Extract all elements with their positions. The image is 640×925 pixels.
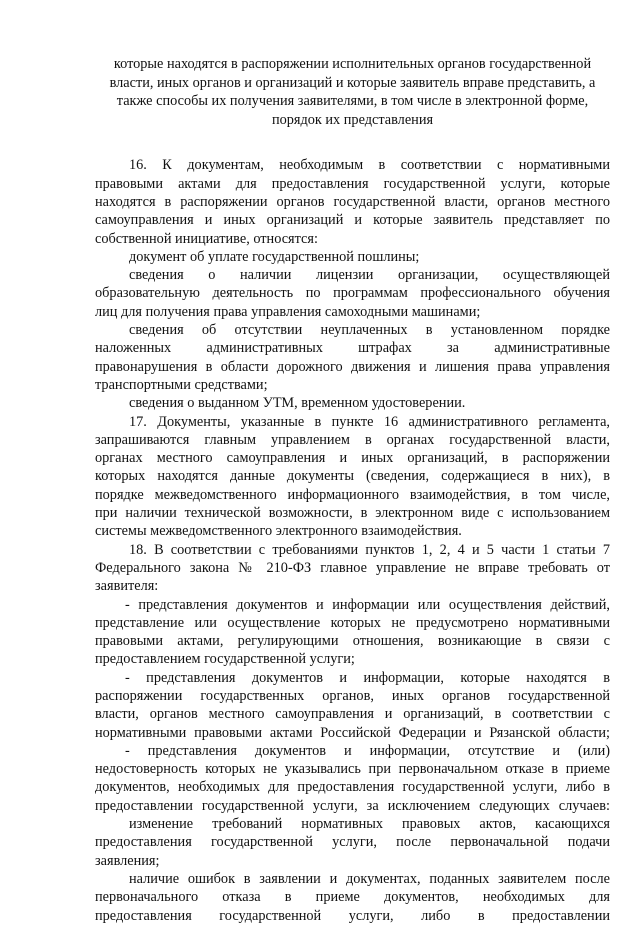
text-line: недостоверность которых не указывались при первоначальном отказе в приеме (95, 761, 610, 778)
text-line: запрашиваются главным управлением в органах государственной власти, (95, 431, 610, 448)
text-line: нормативными правовыми актами Российской Федерации и Рязанской области; (95, 724, 610, 741)
text-line: 18. В соответствии с требованиями пунктов 1, 2, 4 и 5 части 1 статьи 7 (129, 541, 610, 558)
text-line: предоставления государственной услуги, после первоначальной подачи (95, 834, 610, 851)
text-line: документов, необходимых для предоставления государственной услуги, либо в (95, 779, 610, 796)
text-line: правонарушения в области дорожного движения и лишения права управления (95, 358, 610, 375)
text-line: 17. Документы, указанные в пункте 16 административного регламента, (129, 413, 610, 430)
text-line: правовыми актами для предоставления государственной услуги, которые (95, 175, 610, 192)
text-line: заявления; (95, 852, 160, 869)
text-line: находятся в распоряжении органов государственной власти, органов местного (95, 193, 610, 210)
text-line: системы межведомственного электронного взаимодействия. (95, 523, 462, 540)
text-line: представление или осуществление которых не предусмотрено нормативными (95, 614, 610, 631)
text-line: изменение требований нормативных правовых актов, касающихся (129, 816, 610, 833)
text-line: - представления документов и информации или осуществления действий, (125, 596, 610, 613)
heading-line: также способы их получения заявителями, в том числе в электронной форме, (116, 93, 589, 110)
text-line: 16. К документам, необходимым в соответствии с нормативными (129, 157, 610, 174)
heading-line: власти, иных органов и организаций и которые заявитель вправе представить, а (109, 74, 596, 91)
text-line: Федерального закона № 210-ФЗ главное управление не вправе требовать от (95, 559, 610, 576)
text-line: сведения о наличии лицензии организации, осуществляющей (129, 267, 610, 284)
text-line: которых находятся данные документы (сведения, содержащиеся в них), в (95, 468, 610, 485)
text-line: при наличии технической возможности, в электронном виде с использованием (95, 505, 610, 522)
text-line: собственной инициативе, относятся: (95, 230, 318, 247)
text-line: порядке межведомственного информационного взаимодействия, в том числе, (95, 486, 610, 503)
text-line: власти, органов местного самоуправления и организаций, в соответствии с (95, 706, 610, 723)
text-line: образовательную деятельность по программам профессионального обучения (95, 285, 610, 302)
text-line: - представления документов и информации, отсутствие и (или) (125, 742, 610, 759)
section-heading (95, 55, 610, 129)
heading-line: которые находятся в распоряжении исполнительных органов государственной (113, 56, 592, 72)
text-line: предоставления государственной услуги, либо в предоставлении (95, 907, 610, 924)
text-line: предоставлении государственной услуги, за исключением следующих случаев: (95, 797, 610, 814)
text-line: первоначального отказа в приеме документов, необходимых для (95, 889, 610, 906)
text-line: сведения о выданном УТМ, временном удостоверении. (129, 395, 466, 412)
text-line: наличие ошибок в заявлении и документах, поданных заявителем после (129, 870, 610, 887)
text-line: - представления документов и информации, которые находятся в (125, 669, 610, 686)
text-line: документ об уплате государственной пошлины; (129, 248, 420, 265)
heading-line: порядок их представления (271, 111, 434, 128)
text-line: правовыми актами, регулирующими отношения, возникающие в связи с (95, 633, 610, 650)
text-line: предоставлением государственной услуги; (95, 651, 355, 668)
text-line: органах местного самоуправления и иных организаций, в распоряжении (95, 450, 610, 467)
text-line: транспортными средствами; (95, 376, 268, 393)
text-line: распоряжении государственных органов, иных органов государственной (95, 687, 610, 704)
text-line: самоуправления и иных организаций и которые заявитель представляет по (95, 212, 610, 229)
body-text (95, 156, 610, 924)
text-line: лиц для получения права управления самоходными машинами; (95, 303, 481, 320)
text-line: сведения об отсутствии неуплаченных в установленном порядке (129, 322, 610, 339)
text-line: наложенных административных штрафах за административные (95, 340, 610, 357)
text-line: заявителя: (95, 578, 159, 595)
